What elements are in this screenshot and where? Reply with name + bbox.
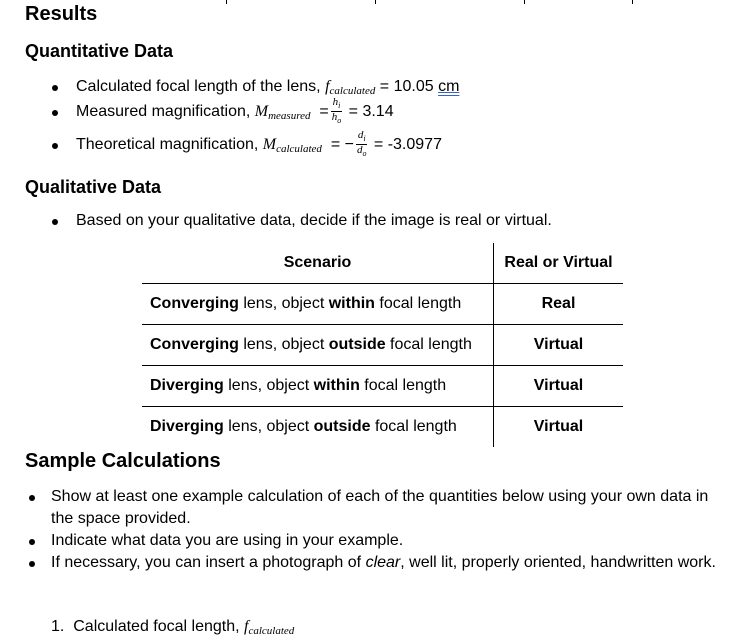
scenario-cell: Converging lens, object outside focal length xyxy=(142,325,494,366)
results-heading: Results xyxy=(25,3,98,25)
sample-calculations-heading: Sample Calculations xyxy=(25,450,221,472)
qualitative-heading: Qualitative Data xyxy=(25,177,162,197)
focal-value: = 10.05 xyxy=(379,78,434,95)
bullet xyxy=(52,219,58,225)
measured-magnification-line: Measured magnification, Mmeasured = $\frac{h_i}{h_o}$ = 3.14 xyxy=(76,96,394,126)
qualitative-instruction: Based on your qualitative data, decide if the image is real or virtual. xyxy=(76,212,552,229)
sample-bullet-3: If necessary, you can insert a photograph of clear, well lit, properly oriented, handwritten work. xyxy=(51,554,716,571)
scenario-table xyxy=(142,243,623,447)
item-number: 1. xyxy=(51,618,65,635)
bullet xyxy=(52,85,58,91)
ruler-tick xyxy=(226,0,227,4)
ruler-tick xyxy=(632,0,633,4)
mag-theo-fraction: $\frac{d_i}{d_o}$ xyxy=(356,129,367,159)
bullet xyxy=(29,495,35,501)
sample-bullet-2: Indicate what data you are using in your example. xyxy=(51,532,404,549)
item-label: Calculated focal length, xyxy=(73,618,240,635)
sample-bullet-1-line-1: Show at least one example calculation of each of the quantities below using your own data in xyxy=(51,488,709,505)
bullet xyxy=(29,539,35,545)
mag-theo-label: Theoretical magnification, xyxy=(76,136,259,153)
table-header-row xyxy=(142,243,623,284)
result-cell: Virtual xyxy=(494,366,624,407)
result-cell: Virtual xyxy=(494,325,624,366)
mag-meas-label: Measured magnification, xyxy=(76,103,251,120)
focal-var: f xyxy=(325,78,330,95)
table-row xyxy=(142,407,623,448)
table-row xyxy=(142,284,623,325)
theoretical-magnification-line: Theoretical magnification, Mcalculated = − $\frac{d_i}{d_o}$ = -3.0977 xyxy=(76,129,442,159)
result-cell: Virtual xyxy=(494,407,624,448)
ruler-tick xyxy=(375,0,376,4)
scenario-cell: Diverging lens, object outside focal length xyxy=(142,407,494,448)
bullet xyxy=(52,110,58,116)
focal-length-line xyxy=(76,78,459,96)
mag-theo-var: M xyxy=(262,136,277,153)
focal-sub: calculated xyxy=(329,85,376,97)
table-header-scenario: Scenario xyxy=(283,254,352,271)
item-sub: calculated xyxy=(248,625,295,637)
scenario-cell: Diverging lens, object within focal length xyxy=(142,366,494,407)
table-header-real-or-virtual: Real or Virtual xyxy=(494,243,624,284)
focal-label: Calculated focal length of the lens, xyxy=(76,78,321,95)
table-row xyxy=(142,366,623,407)
sample-bullet-1-line-2: the space provided. xyxy=(51,510,191,527)
bullet xyxy=(52,143,58,149)
quantitative-heading: Quantitative Data xyxy=(25,41,174,61)
mag-theo-value: = -3.0977 xyxy=(373,136,442,153)
mag-meas-sub: measured xyxy=(268,110,311,122)
mag-theo-sub: calculated xyxy=(276,143,322,155)
mag-meas-fraction: $\frac{h_i}{h_o}$ xyxy=(331,96,342,126)
ruler-tick xyxy=(524,0,525,4)
scenario-cell: Converging lens, object within focal length xyxy=(142,284,494,325)
numbered-item-1 xyxy=(51,618,294,636)
mag-meas-var: M xyxy=(254,103,269,120)
result-cell: Real xyxy=(494,284,624,325)
table-row xyxy=(142,325,623,366)
item-var: f xyxy=(244,618,249,635)
mag-meas-value: = 3.14 xyxy=(348,103,394,120)
bullet xyxy=(29,561,35,567)
focal-unit: cm xyxy=(438,78,460,95)
